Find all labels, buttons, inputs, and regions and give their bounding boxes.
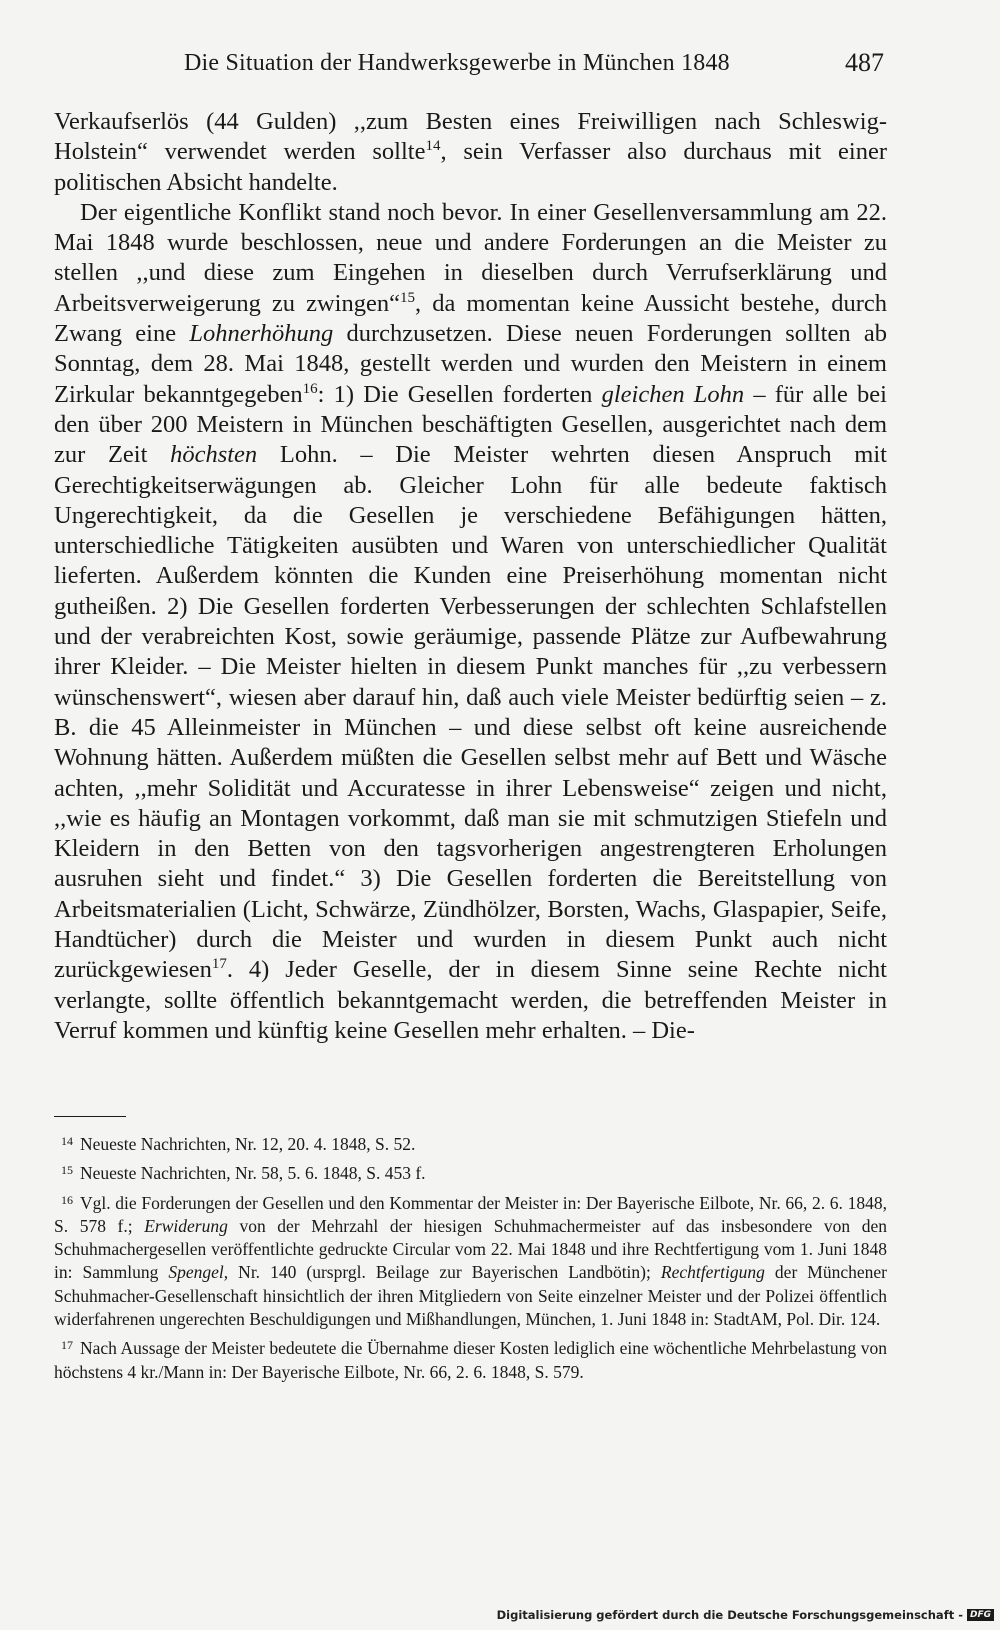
page-header <box>54 46 884 80</box>
footnote-text: von der Mehrzahl der hiesigen Schuhmachermeister auf das insbesondere von den Schuhmachergesellen veröffentlichte gedruckte Circular vom 22. Mai 1848 und ihre Rechtfertigung vom 1. Juni 1848 in: Sammlung <box>54 1215 887 1283</box>
text-run: – für alle bei den über 200 Meistern in München beschäftigten Gesellen, ausgerichtet nach dem zur Zeit <box>54 380 887 469</box>
text-run: . 4) Jeder Geselle, der in diesem Sinne seine Rechte nicht verlangte, sollte öffentlich bekanntgemacht werden, die betreffenden Meister in Verruf kommen und künftig keine Gesellen mehr erhalten. – Die- <box>54 956 887 1044</box>
footnote-number: 14 <box>61 1134 73 1148</box>
digitization-credit <box>497 1608 994 1622</box>
footnote-ref-14: 14 <box>425 138 441 155</box>
footnote-text: Vgl. die Forderungen der Gesellen und den Kommentar der Meister in: Der Bayerische Eilbote, Nr. 66, 2. 6. 1848, S. 578 f.; <box>54 1192 887 1236</box>
paragraph-1 <box>54 107 887 198</box>
footnote-16 <box>54 1189 887 1332</box>
text-run: Der eigentliche Konflikt stand noch bevor. In einer Gesellenversammlung am 22. Mai 1848 wurde beschlossen, neue und andere Forderungen an die Meister zu stellen ,,und diese zum Eingehen in dieselben durch Verrufserklärung und Arbeitsverweigerung zu zwingen“ <box>54 198 887 317</box>
footnote-ref-16: 16 <box>302 380 318 397</box>
emphasis: Spengel, <box>168 1262 229 1283</box>
body-text <box>54 107 887 1046</box>
text-run: : 1) Die Gesellen forderten <box>317 380 602 408</box>
footnote-14 <box>54 1130 887 1156</box>
footnote-text: der Münchener Schuhmacher-Gesellenschaft hinsichtlich der ihren Mitgliedern von Seite einzelner Meister und der Polizei öffentlich widerfahrenen ungerechten Beschuldigungen und Mißhandlungen, München, 1. Juni 1848 in: StadtAM, Pol. Dir. 124. <box>54 1262 887 1330</box>
dfg-logo: DFG <box>967 1609 994 1621</box>
emphasis: höchsten <box>170 441 258 469</box>
footnotes <box>54 1130 887 1387</box>
footnote-17 <box>54 1334 887 1384</box>
footnote-text: Neueste Nachrichten, Nr. 58, 5. 6. 1848, S. 453 f. <box>80 1163 426 1184</box>
footnote-text: Nr. 140 (ursprgl. Beilage zur Bayerischen Landbötin); <box>228 1262 661 1283</box>
footnote-ref-17: 17 <box>211 956 227 973</box>
emphasis: Lohnerhöhung <box>189 320 334 348</box>
footnote-divider <box>54 1116 126 1117</box>
text-run: durchzusetzen. Diese neuen Forderungen sollten ab Sonntag, dem 28. Mai 1848, gestellt werden und wurden den Meistern in einem Zirkular bekanntgegeben <box>54 320 887 408</box>
footnote-ref-15: 15 <box>399 289 415 306</box>
footnote-text: Neueste Nachrichten, Nr. 12, 20. 4. 1848, S. 52. <box>80 1134 416 1154</box>
running-title: Die Situation der Handwerksgewerbe in München 1848 <box>184 50 730 76</box>
emphasis: Rechtfertigung <box>660 1262 765 1283</box>
text-run: , sein Verfasser also durchaus mit einer politischen Absicht handelte. <box>54 138 888 196</box>
text-run: Verkaufserlös (44 Gulden) ,,zum Besten eines Freiwilligen nach Schleswig-Holstein“ verwendet werden sollte <box>54 108 887 166</box>
footnote-number: 15 <box>61 1163 73 1178</box>
footnote-number: 16 <box>61 1192 73 1207</box>
credit-text: Digitalisierung gefördert durch die Deutsche Forschungsgemeinschaft - <box>496 1608 963 1622</box>
emphasis: Erwiderung <box>144 1215 228 1236</box>
footnote-15 <box>54 1159 887 1185</box>
paragraph-2 <box>54 198 887 1046</box>
text-run: , da momentan keine Aussicht bestehe, durch Zwang eine <box>54 289 887 348</box>
footnote-number: 17 <box>61 1338 73 1353</box>
emphasis: gleichen Lohn <box>601 380 745 408</box>
text-run: Lohn. – Die Meister wehrten diesen Anspruch mit Gerechtigkeitserwägungen ab. Gleicher Lohn für alle bedeute faktisch Ungerechtigkeit, da die Gesellen je verschiedene Befähigungen hätten, unterschiedliche Tätigkeiten ausübten und Waren von unterschiedlicher Qualität lieferten. Außerdem könnten die Kunden eine Preiserhöhung momentan nicht gutheißen. 2) Die Gesellen forderten Verbesserungen der schlechten Schlafstellen und der verabreichten Kost, sowie geräumige, passende Plätze zur Aufbewahrung ihrer Kleider. – Die Meister hielten in diesem Punkt manches für ,,zu verbessern wünschenswert“, wiesen aber darauf hin, daß auch viele Meister bedürftig seien – z. B. die 45 Alleinmeister in München – und diese selbst oft keine ausreichende Wohnung hätten. Außerdem müßten die Gesellen selbst mehr auf Bett und Wäsche achten, ,,mehr Solidität und Accuratesse in ihrer Lebensweise“ zeigen und nicht, ,,wie es häufig an Montagen vorkommt, daß man sie mit schmutzigen Stiefeln und Kleidern in den Betten von den tagsvorherigen angestrengteren Erholungen ausruhen sieht und findet.“ 3) Die Gesellen forderten die Bereitstellung von Arbeitsmaterialien (Licht, Schwärze, Zündhölzer, Borsten, Wachs, Glaspapier, Seife, Handtücher) durch die Meister und wurden in diesem Punkt auch nicht zurückgewiesen <box>54 441 887 984</box>
footnote-text: Nach Aussage der Meister bedeutete die Übernahme dieser Kosten lediglich eine wöchentliche Mehrbelastung von höchstens 4 kr./Mann in: Der Bayerische Eilbote, Nr. 66, 2. 6. 1848, S. 579. <box>54 1338 887 1382</box>
page-number: 487 <box>845 48 884 77</box>
